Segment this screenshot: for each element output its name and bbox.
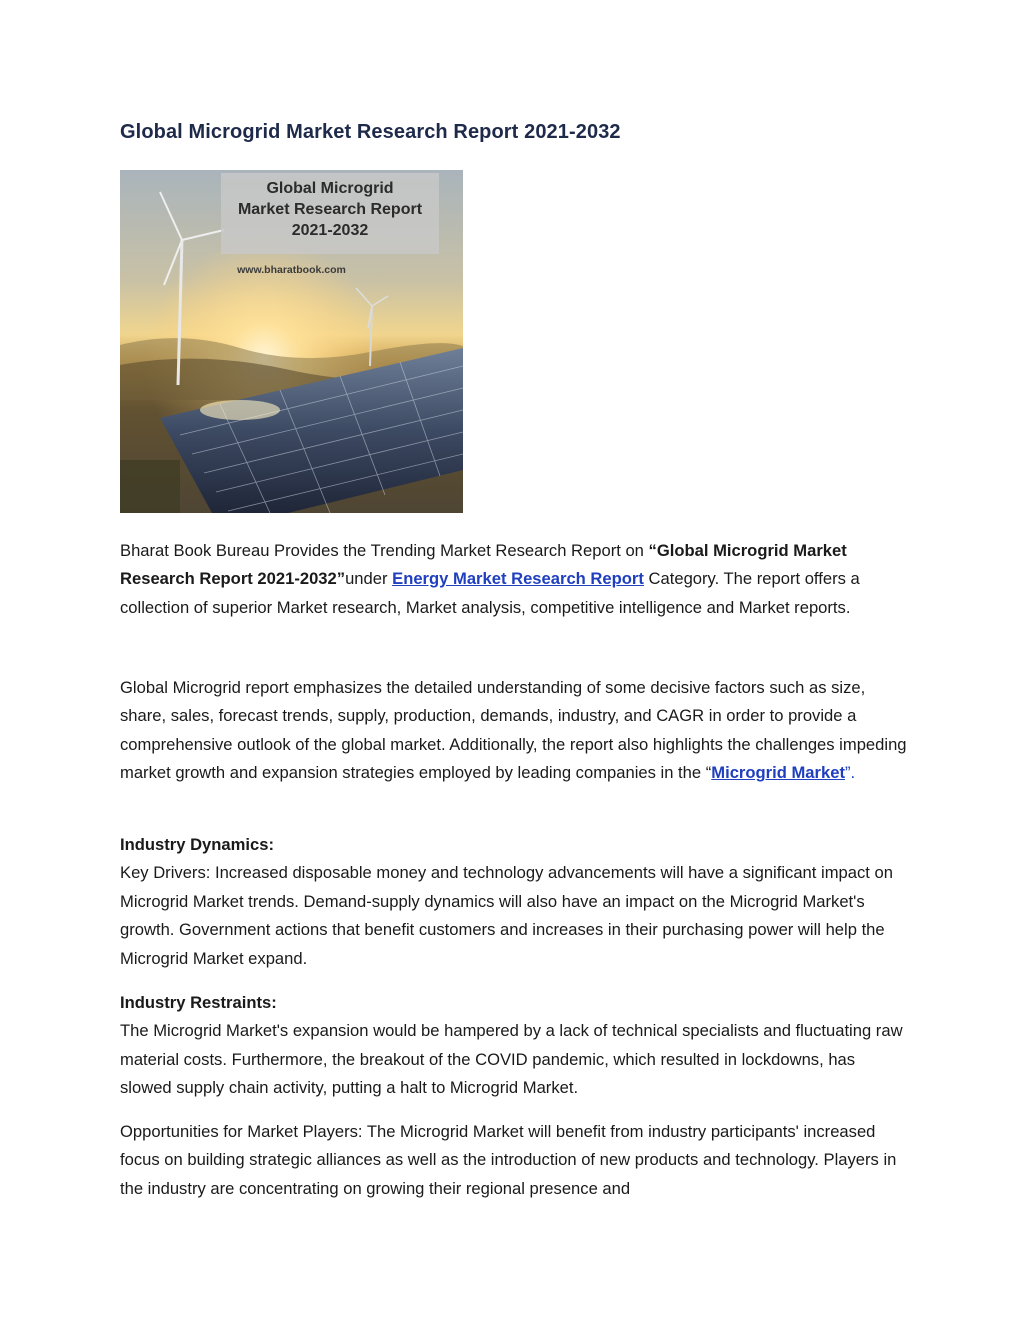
intro-report-title: “Global Microgrid Market Research Report 2021-2032”: [120, 541, 847, 589]
restraints-section: [120, 989, 910, 1103]
energy-report-link[interactable]: Energy Market Research Report: [392, 569, 644, 589]
summary-text-pre: Global Microgrid report emphasizes the detailed understanding of some decisive factors such as size, share, sales, forecast trends, supply, production, demands, industry, and CAGR in order to provide a comprehensive outlook of the global market. Additionally, the report also highlights the challenges impeding market growth and expansion strategies employed by leading companies in the “: [120, 678, 907, 783]
opportunities-paragraph: Opportunities for Market Players: The Microgrid Market will benefit from industry participants' increased focus on building strategic alliances as well as the introduction of new products and technology. Players in the industry are concentrating on growing their regional presence and: [120, 1122, 897, 1198]
intro-paragraph: [120, 537, 910, 622]
cover-image: [120, 170, 463, 513]
cover-title-line-3: 2021-2032: [291, 222, 369, 239]
dynamics-text: Key Drivers: Increased disposable money and technology advancements will have a significant impact on Microgrid Market trends. Demand-supply dynamics will also have an impact on the Microgrid Market's growth. Government actions that benefit customers and increases in their purchasing power will help the Microgrid Market expand.: [120, 863, 893, 968]
page-title: Global Microgrid Market Research Report 2021-2032: [120, 121, 621, 143]
intro-text-pre: Bharat Book Bureau Provides the Trending Market Research Report on: [120, 541, 649, 560]
dynamics-heading: Industry Dynamics:: [120, 835, 274, 854]
microgrid-market-link[interactable]: Microgrid Market: [711, 763, 845, 783]
cover-title-box: [221, 173, 439, 254]
cover-title-line-1: Global Microgrid: [266, 180, 394, 197]
intro-text-mid: under: [345, 569, 393, 589]
cover-title-line-2: Market Research Report: [237, 201, 423, 218]
cover-url: www.bharatbook.com: [237, 264, 346, 276]
summary-paragraph: [120, 674, 910, 788]
dynamics-section: [120, 831, 910, 973]
intro-text-post: Category. The report offers a collection of superior Market research, Market analysis, competitive intelligence and Market reports.: [120, 569, 860, 617]
restraints-heading: Industry Restraints:: [120, 993, 277, 1012]
restraints-text: The Microgrid Market's expansion would be hampered by a lack of technical specialists and fluctuating raw material costs. Furthermore, the breakout of the COVID pandemic, which resulted in lockdowns, has slowed supply chain activity, putting a halt to Microgrid Market.: [120, 1021, 903, 1098]
summary-text-post: ”.: [844, 763, 856, 783]
